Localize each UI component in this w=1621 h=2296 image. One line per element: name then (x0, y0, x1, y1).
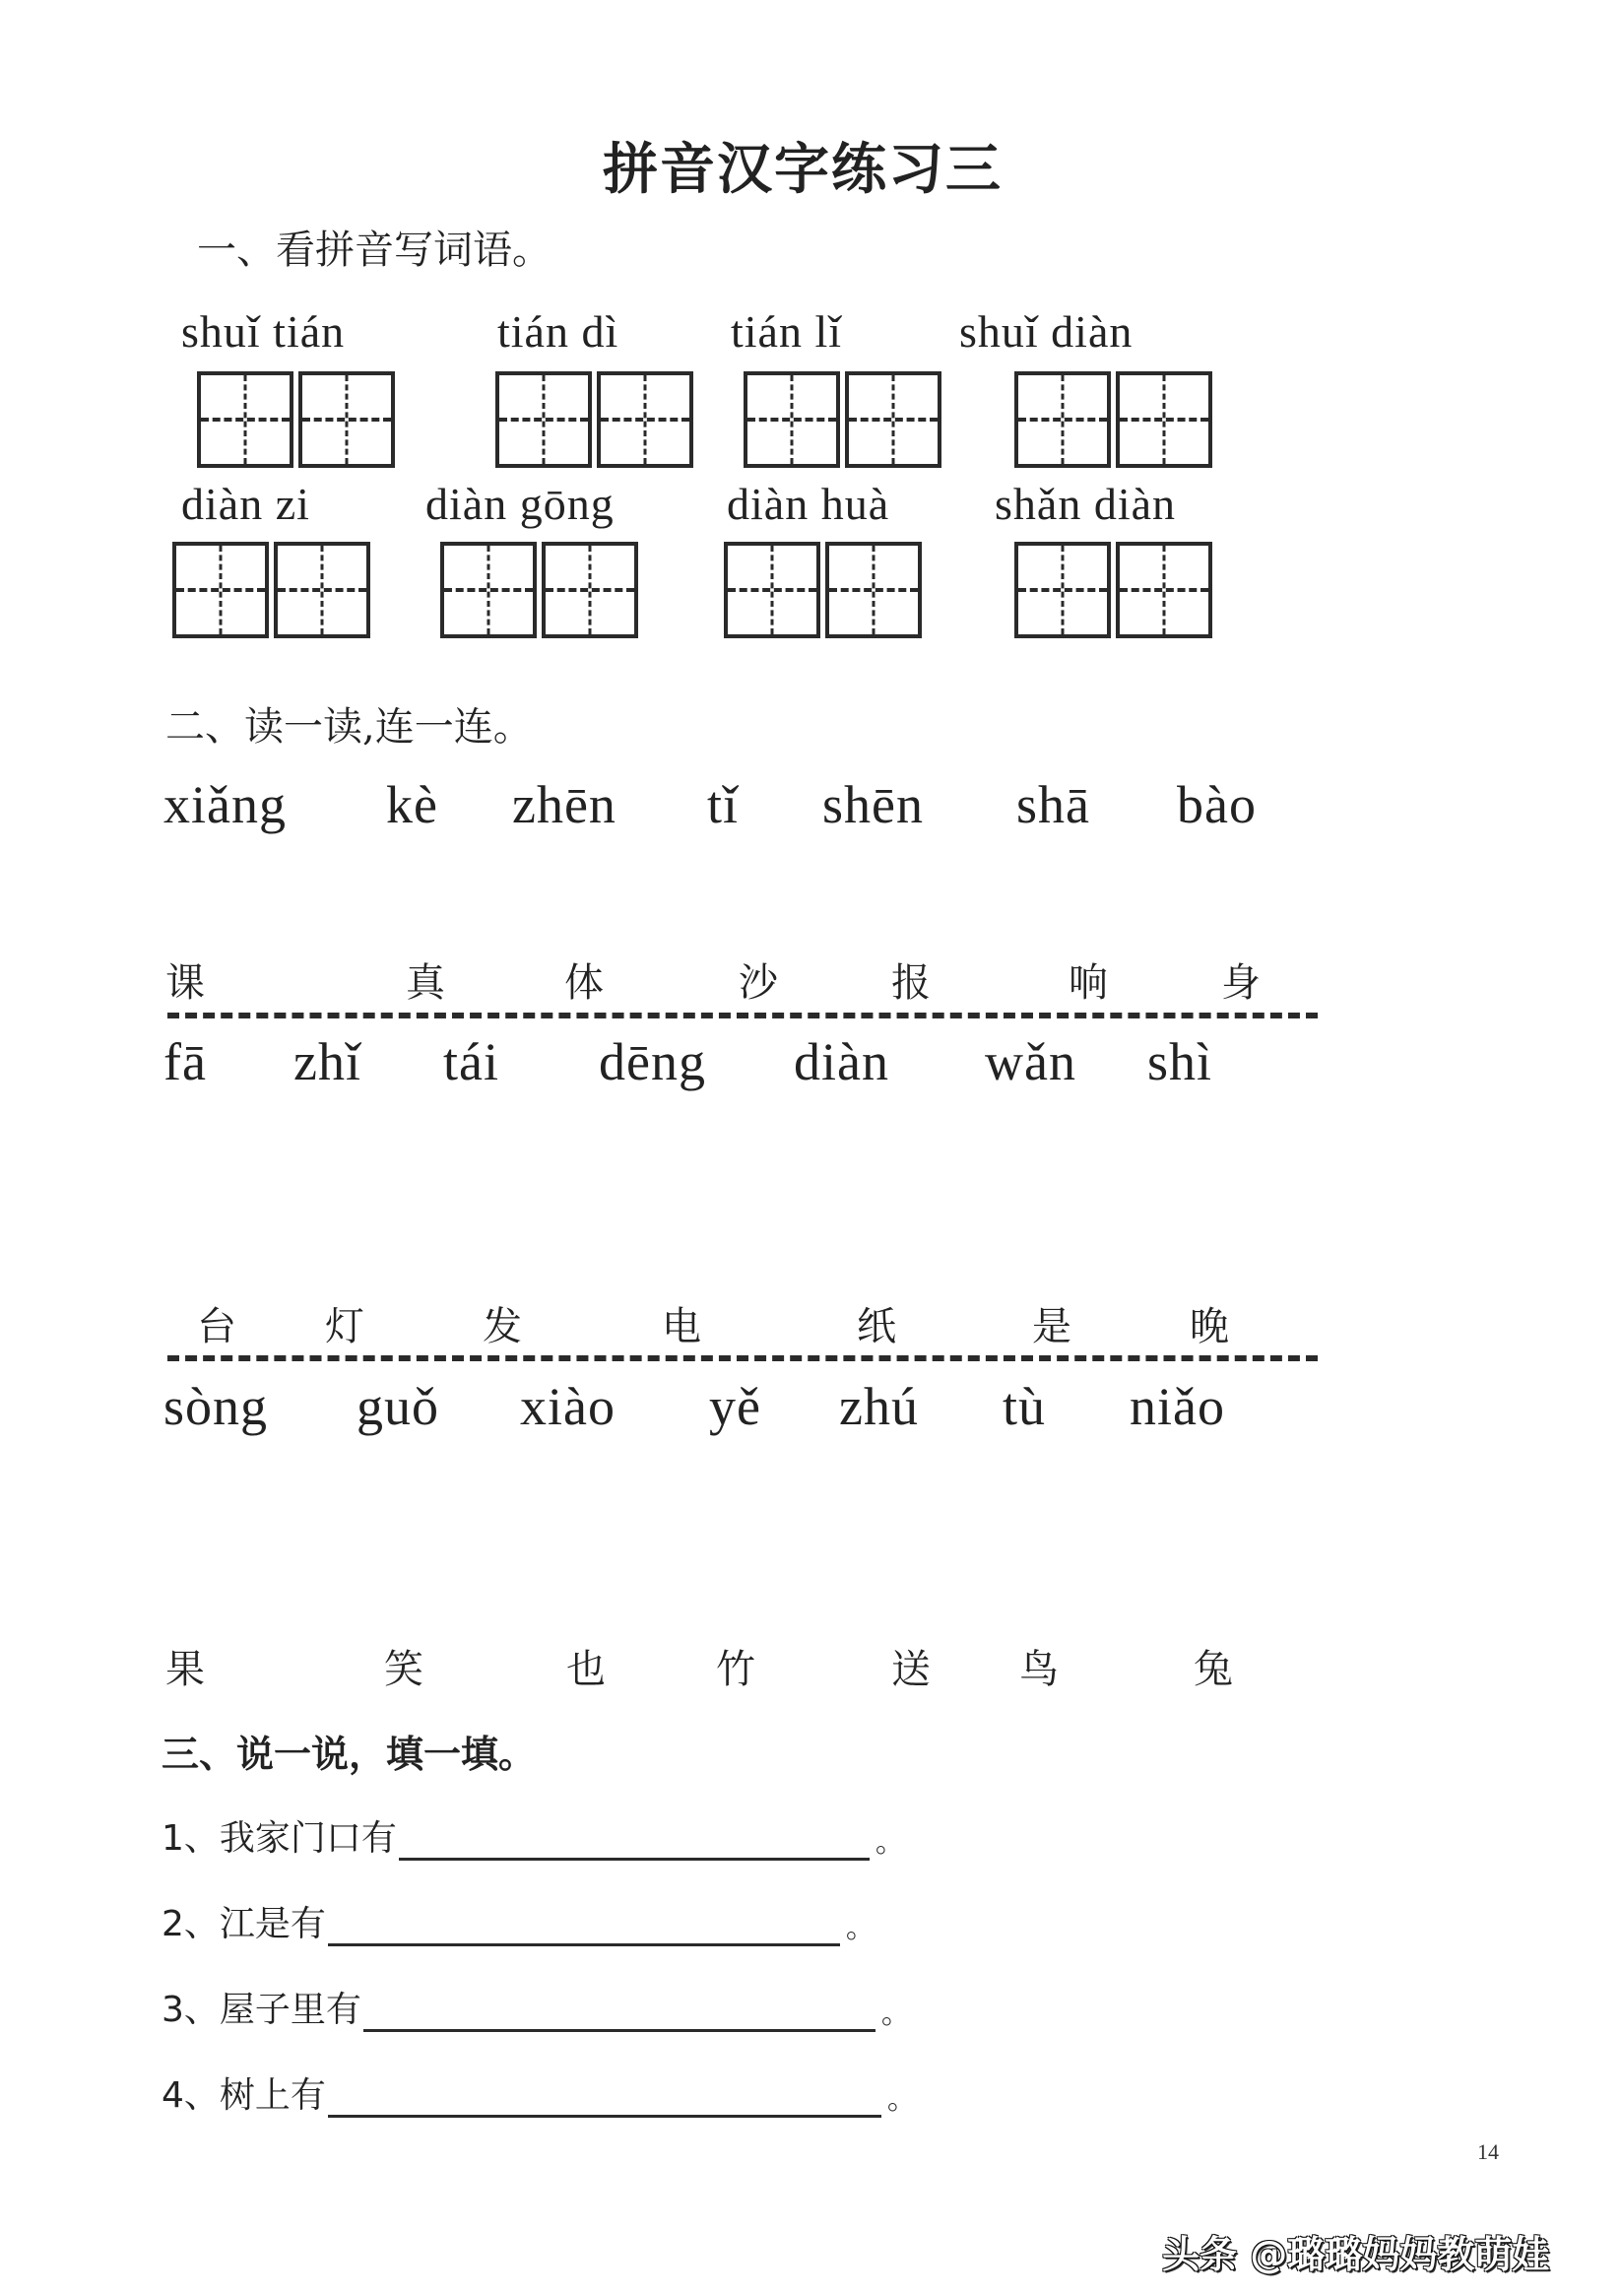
match-hanzi[interactable]: 果 (165, 1647, 205, 1692)
answer-blank[interactable] (363, 1994, 875, 2032)
writing-box[interactable] (825, 542, 922, 638)
match-pinyin: guǒ (357, 1377, 439, 1436)
match-pinyin: shā (1016, 775, 1090, 834)
word-pinyin: diàn zi (181, 479, 310, 529)
match-pinyin: diàn (794, 1032, 889, 1091)
match-pinyin: xiào (520, 1377, 616, 1436)
match-pinyin: wǎn (985, 1032, 1076, 1091)
writing-box[interactable] (440, 542, 537, 638)
match-pinyin: zhēn (512, 775, 616, 834)
match-hanzi[interactable]: 响 (1069, 960, 1108, 1006)
match-hanzi[interactable]: 笑 (384, 1647, 423, 1692)
fill-period: 。 (880, 1997, 911, 2031)
writing-grid-pair (495, 371, 693, 468)
match-pinyin: zhǐ (293, 1032, 361, 1091)
writing-box[interactable] (274, 542, 370, 638)
match-hanzi[interactable]: 送 (891, 1647, 931, 1692)
section3-heading: 三、说一说，填一填。 (162, 1733, 537, 1776)
match-pinyin: kè (386, 775, 438, 834)
answer-blank[interactable] (399, 1822, 870, 1861)
match-pinyin: shì (1147, 1032, 1213, 1091)
match-hanzi[interactable]: 晚 (1190, 1304, 1229, 1349)
match-hanzi[interactable]: 电 (662, 1304, 701, 1349)
match-pinyin: fā (163, 1032, 207, 1091)
match-hanzi[interactable]: 兔 (1194, 1647, 1233, 1692)
match-pinyin: tái (443, 1032, 499, 1091)
watermark: 头条 @璐璐妈妈教萌娃 (1162, 2233, 1550, 2276)
answer-blank[interactable] (328, 2079, 881, 2118)
word-pinyin: shuǐ tián (181, 306, 346, 357)
writing-box[interactable] (597, 371, 693, 468)
writing-grid-pair (1014, 371, 1212, 468)
match-hanzi[interactable]: 身 (1221, 960, 1261, 1006)
page-number: 14 (1477, 2139, 1499, 2164)
writing-box[interactable] (1014, 542, 1111, 638)
match-hanzi[interactable]: 发 (483, 1304, 522, 1349)
match-hanzi[interactable]: 是 (1032, 1304, 1071, 1349)
writing-box[interactable] (197, 371, 293, 468)
match-hanzi[interactable]: 体 (564, 960, 604, 1006)
match-pinyin: zhú (839, 1377, 919, 1436)
answer-blank[interactable] (328, 1908, 840, 1946)
match-pinyin: dēng (599, 1032, 706, 1091)
writing-box[interactable] (724, 542, 820, 638)
fill-prompt: 2、江是有 (162, 1904, 326, 1944)
writing-box[interactable] (845, 371, 941, 468)
dashed-divider (167, 1355, 1318, 1361)
fill-period: 。 (845, 1911, 875, 1945)
writing-grid-pair (172, 542, 370, 638)
match-pinyin: xiǎng (163, 775, 287, 834)
dashed-divider (167, 1013, 1318, 1018)
writing-grid-pair (440, 542, 638, 638)
writing-grid-pair (1014, 542, 1212, 638)
match-pinyin: tǐ (707, 775, 740, 834)
word-pinyin: shǎn diàn (995, 479, 1177, 529)
fill-period: 。 (886, 2082, 917, 2117)
section1-heading: 一、看拼音写词语。 (197, 228, 551, 273)
match-pinyin: yě (709, 1377, 761, 1436)
fill-prompt: 1、我家门口有 (162, 1818, 397, 1859)
fill-period: 。 (875, 1825, 905, 1860)
match-pinyin: tù (1003, 1377, 1047, 1436)
match-hanzi[interactable]: 也 (566, 1647, 606, 1692)
match-hanzi[interactable]: 沙 (739, 960, 778, 1006)
writing-box[interactable] (495, 371, 592, 468)
word-pinyin: shuǐ diàn (959, 306, 1134, 357)
writing-grid-pair (724, 542, 922, 638)
match-hanzi[interactable]: 纸 (857, 1304, 896, 1349)
writing-box[interactable] (1116, 542, 1212, 638)
fill-prompt: 4、树上有 (162, 2075, 326, 2116)
match-pinyin: sòng (163, 1377, 269, 1436)
writing-grid-pair (744, 371, 941, 468)
writing-box[interactable] (542, 542, 638, 638)
match-pinyin: bào (1177, 775, 1257, 834)
section2-heading: 二、读一读,连一连。 (165, 704, 533, 750)
writing-box[interactable] (744, 371, 840, 468)
writing-box[interactable] (298, 371, 395, 468)
word-pinyin: tián lǐ (731, 306, 843, 357)
fill-item (162, 2067, 917, 2118)
match-hanzi[interactable]: 灯 (325, 1304, 364, 1349)
page-title: 拼音汉字练习三 (603, 138, 1003, 202)
writing-grid-pair (197, 371, 395, 468)
writing-box[interactable] (1014, 371, 1111, 468)
match-hanzi[interactable]: 台 (197, 1304, 236, 1349)
fill-item (162, 1982, 911, 2032)
match-hanzi[interactable]: 报 (891, 960, 931, 1006)
writing-box[interactable] (172, 542, 269, 638)
match-hanzi[interactable]: 课 (165, 960, 205, 1006)
writing-box[interactable] (1116, 371, 1212, 468)
word-pinyin: tián dì (497, 306, 619, 357)
fill-item (162, 1810, 905, 1861)
word-pinyin: diàn gōng (425, 479, 615, 529)
fill-item (162, 1896, 875, 1946)
match-hanzi[interactable]: 竹 (716, 1647, 755, 1692)
match-pinyin: shēn (822, 775, 924, 834)
match-hanzi[interactable]: 鸟 (1019, 1647, 1059, 1692)
word-pinyin: diàn huà (727, 479, 890, 529)
match-pinyin: niǎo (1130, 1377, 1225, 1436)
fill-prompt: 3、屋子里有 (162, 1990, 361, 2030)
match-hanzi[interactable]: 真 (406, 960, 445, 1006)
